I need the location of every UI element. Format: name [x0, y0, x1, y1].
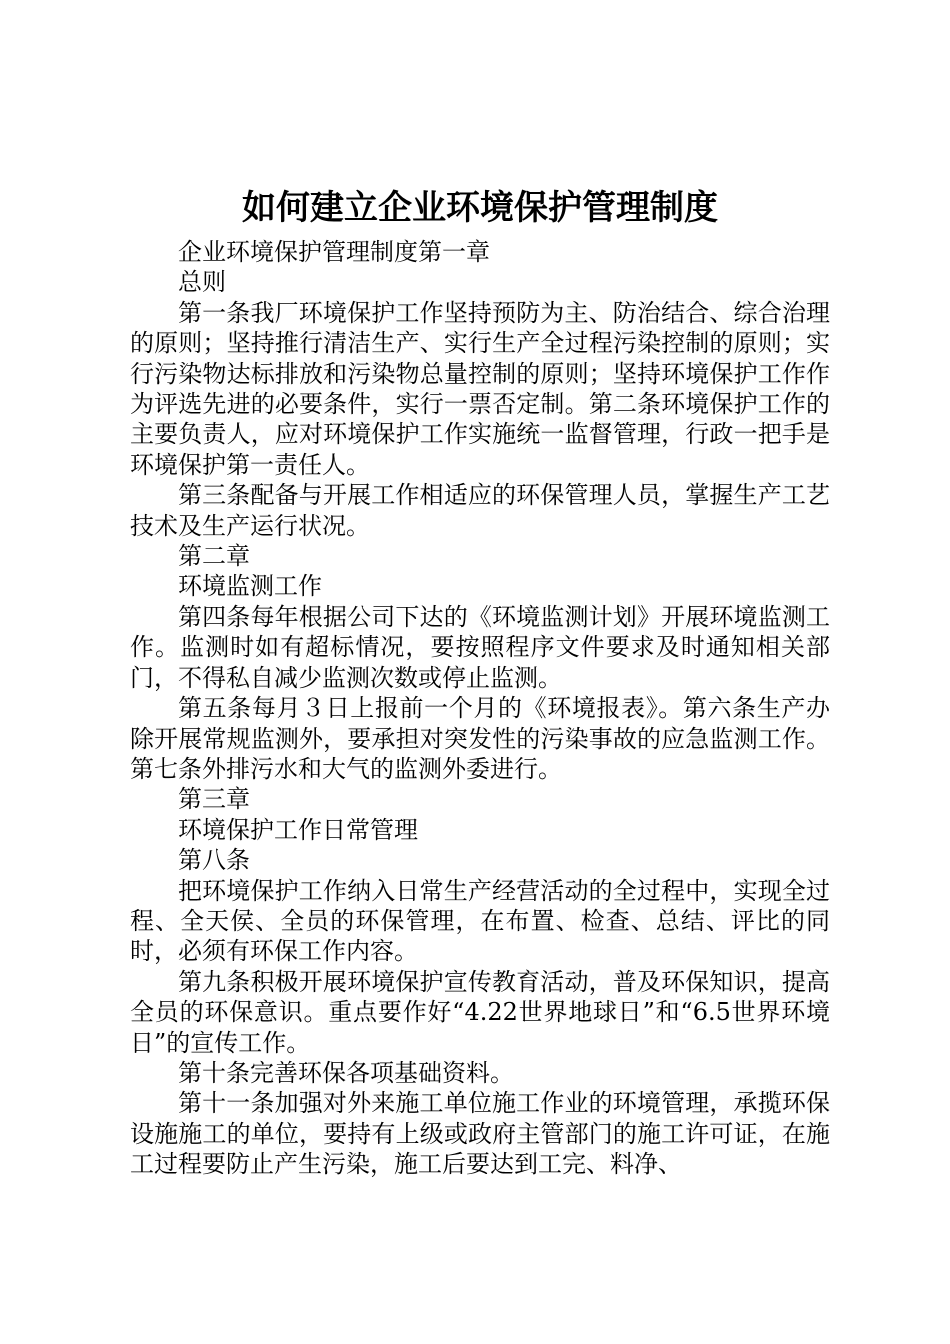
document-body — [130, 237, 830, 1180]
article-9-paragraph: 第九条积极开展环境保护宣传教育活动，普及环保知识，提高全员的环保意识。重点要作好“4.22世界地球日”和“6.5世界环境日”的宣传工作。 — [130, 967, 830, 1057]
article-8-paragraph: 把环境保护工作纳入日常生产经营活动的全过程中，实现全过程、全天侯、全员的环保管理，在布置、检查、总结、评比的同时，必须有环保工作内容。 — [130, 876, 830, 966]
chapter-three-heading: 第三章 — [178, 785, 250, 814]
article-4-paragraph: 第四条每年根据公司下达的《环境监测计划》开展环境监测工作。监测时如有超标情况，要按照程序文件要求及时通知相关部门，不得私自减少监测次数或停止监测。 — [130, 602, 830, 692]
general-provisions-heading: 总则 — [178, 268, 226, 297]
article-1-2-paragraph: 第一条我厂环境保护工作坚持预防为主、防治结合、综合治理的原则；坚持推行清洁生产、实行生产全过程污染控制的原则；实行污染物达标排放和污染物总量控制的原则；坚持环境保护工作作为评选先进的必要条件，实行一票否定制。第二条环境保护工作的主要负责人，应对环境保护工作实施统一监督管理，行政一把手是环境保护第一责任人。 — [130, 298, 830, 479]
document-title: 如何建立企业环境保护管理制度 — [242, 188, 718, 228]
article-8-heading: 第八条 — [178, 846, 250, 875]
article-5-7-paragraph: 第五条每月３日上报前一个月的《环境报表》。第六条生产办除开展常规监测外，要承担对突发性的污染事故的应急监测工作。第七条外排污水和大气的监测外委进行。 — [130, 694, 830, 783]
daily-management-heading: 环境保护工作日常管理 — [178, 815, 418, 844]
article-3-paragraph: 第三条配备与开展工作相适应的环保管理人员，掌握生产工艺技术及生产运行状况。 — [130, 481, 830, 540]
chapter-one-heading: 企业环境保护管理制度第一章 — [178, 238, 490, 266]
monitoring-section-heading: 环境监测工作 — [178, 572, 322, 601]
chapter-two-heading: 第二章 — [178, 542, 250, 571]
article-10-paragraph: 第十条完善环保各项基础资料。 — [178, 1058, 514, 1087]
article-11-paragraph: 第十一条加强对外来施工单位施工作业的环境管理，承揽环保设施施工的单位，要持有上级或政府主管部门的施工许可证，在施工过程要防止产生污染，施工后要达到工完、料净、 — [130, 1089, 830, 1179]
